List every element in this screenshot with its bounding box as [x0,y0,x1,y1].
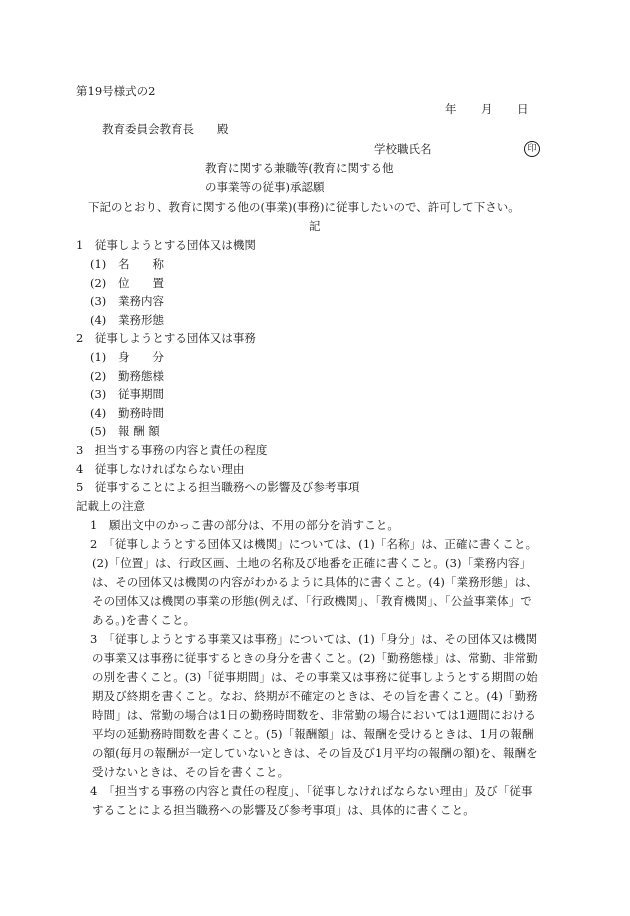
section-2-item-num: (5) [90,424,107,438]
note-2-line: 2 「従事しようとする団体又は機関」については、(1)「名称」は、正確に書くこと。 [90,537,538,551]
section-1-item-num: (3) [90,294,107,308]
note-3-line: の別を書くこと。(3)「従事期間」は、その事業又は事務に従事しようとする期間の始 [92,670,538,684]
note-2-line: ある。)を書くこと。 [92,613,196,627]
note-3-line: 受けないときは、その旨を書くこと。 [92,765,290,779]
ki-heading: 記 [309,219,321,233]
section-1-heading: 1 従事しようとする団体又は機関 [76,238,256,252]
document-title-line2: の事業等の従事)承認願 [205,180,325,194]
notes-heading: 記載上の注意 [76,499,145,513]
note-3-line: の額(毎月の報酬が一定していないときは、その旨及び1月平均の報酬の額)を、報酬を [92,746,538,760]
section-1-item-num: (1) [90,257,107,271]
section-2-item-label: 従事期間 [118,387,164,401]
note-3-line: 時間」は、常勤の場合は1日の勤務時間数を、非常勤の場合においては1週間における [92,708,537,722]
section-1-item-label: 業務内容 [118,294,164,308]
date-year-label: 年 [445,102,457,116]
section-2-item-label: 報 酬 額 [118,424,160,438]
section-4-heading: 4 従事しなければならない理由 [76,462,245,476]
note-2-line: (2)「位置」は、行政区画、土地の名称及び地番を正確に書くこと。(3)「業務内容」 [92,556,532,570]
intro-text: 下記のとおり、教育に関する他の(事業)(事務)に従事したいので、許可して下さい。 [88,200,520,214]
section-2-item-label: 勤務時間 [118,406,164,420]
section-1-item-label: 位 置 [118,276,164,290]
section-5-heading: 5 従事することによる担当職務への影響及び参考事項 [76,480,360,494]
section-3-heading: 3 担当する事務の内容と責任の程度 [76,443,268,457]
note-4-line: することによる担当職務への影響及び参考事項」は、具体的に書くこと。 [92,803,475,817]
seal-mark: 印 [524,141,540,157]
section-2-item-num: (1) [90,350,107,364]
note-3-line: 平均の延勤務時間数を書くこと。(5)「報酬額」は、報酬を受けるときは、1月の報酬 [92,727,534,741]
note-3-line: の事業又は事務に従事するときの身分を書くこと。(2)「勤務態様」は、常勤、非常勤 [92,651,538,665]
form-number: 第19号様式の2 [76,84,156,98]
section-2-item-num: (3) [90,387,107,401]
note-1-line: 1 願出文中のかっこ書の部分は、不用の部分を消すこと。 [90,518,400,532]
document-title-line1: 教育に関する兼職等(教育に関する他 [205,161,394,175]
section-2-item-num: (2) [90,369,107,383]
section-2-heading: 2 従事しようとする団体又は事務 [76,331,256,345]
applicant-name-label: 学校職氏名 [374,142,432,156]
section-1-item-num: (2) [90,276,107,290]
section-2-item-label: 勤務態様 [118,369,164,383]
note-4-line: 4 「担当する事務の内容と責任の程度」、「従事しなければならない理由」及び「従事 [90,784,533,798]
note-3-line: 3 「従事しようとする事業又は事務」については、(1)「身分」は、その団体又は機関 [90,632,538,646]
section-1-item-label: 業務形態 [118,313,164,327]
note-3-line: 期及び終期を書くこと。なお、終期が不確定のときは、その旨を書くこと。(4)「勤務 [92,689,538,703]
date-month-label: 月 [481,102,493,116]
note-2-line: は、その団体又は機関の内容がわかるように具体的に書くこと。(4)「業務形態」は、 [92,575,538,589]
section-2-item-label: 身 分 [118,350,164,364]
date-day-label: 日 [517,102,529,116]
note-2-line: その団体又は機関の事業の形態(例えば、「行政機関」、「教育機関」、「公益事業体」で [92,594,532,608]
addressee: 教育委員会教育長 殿 [102,122,229,136]
section-1-item-label: 名 称 [118,257,164,271]
section-2-item-num: (4) [90,406,107,420]
section-1-item-num: (4) [90,313,107,327]
